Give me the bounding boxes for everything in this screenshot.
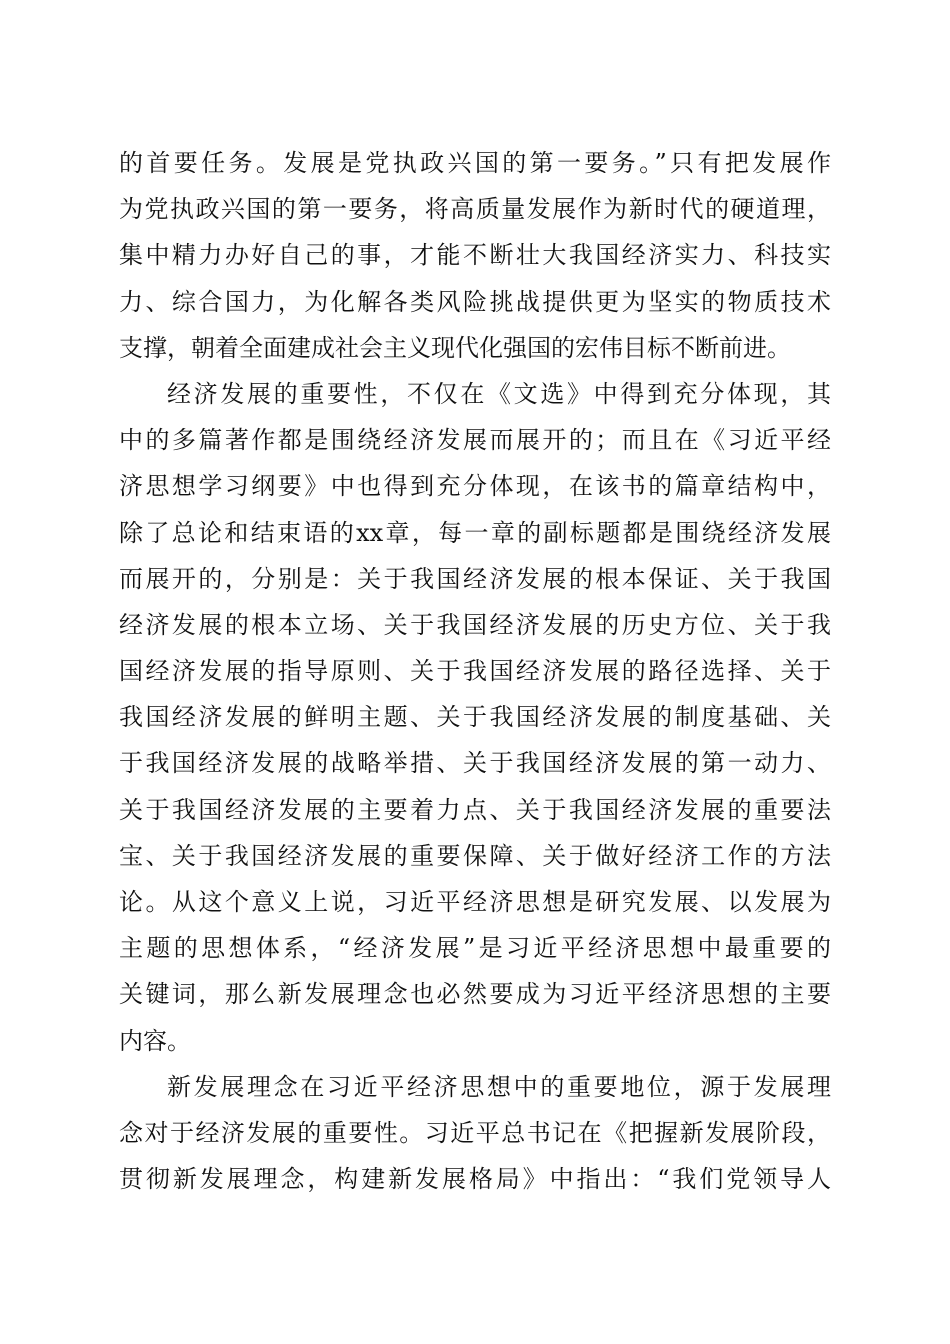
text-line: 主题的思想体系，“经济发展”是习近平经济思想中最重要的 (119, 934, 831, 963)
text-line: 于我国经济发展的战略举措、关于我国经济发展的第一动力、 (119, 749, 831, 778)
text-line: 经济发展的根本立场、关于我国经济发展的历史方位、关于我 (119, 610, 831, 639)
text-line: 为党执政兴国的第一要务，将高质量发展作为新时代的硬道理， (119, 195, 831, 224)
text-line: 内容。 (119, 1026, 191, 1055)
text-line: 集中精力办好自己的事，才能不断壮大我国经济实力、科技实 (119, 241, 831, 270)
text-line: 念对于经济发展的重要性。习近平总书记在《把握新发展阶段， (119, 1118, 831, 1147)
paragraph-first-line: 经济发展的重要性，不仅在《文选》中得到充分体现，其 (167, 379, 831, 408)
text-line: 中的多篇著作都是围绕经济发展而展开的；而且在《习近平经 (119, 426, 831, 455)
body-text (119, 140, 831, 1202)
text-line: 的首要任务。发展是党执政兴国的第一要务。”只有把发展作 (119, 149, 831, 177)
text-line: 力、综合国力，为化解各类风险挑战提供更为坚实的物质技术 (119, 287, 831, 316)
paragraph-first-line: 新发展理念在习近平经济思想中的重要地位，源于发展理 (167, 1072, 831, 1101)
text-line: 国经济发展的指导原则、关于我国经济发展的路径选择、关于 (119, 657, 831, 686)
text-line: 济思想学习纲要》中也得到充分体现，在该书的篇章结构中， (119, 472, 831, 501)
text-line: 除了总论和结束语的xx章，每一章的副标题都是围绕经济发展 (119, 518, 831, 547)
text-line: 论。从这个意义上说，习近平经济思想是研究发展、以发展为 (119, 888, 831, 916)
text-line: 贯彻新发展理念，构建新发展格局》中指出：“我们党领导人 (119, 1165, 831, 1194)
text-line: 关键词，那么新发展理念也必然要成为习近平经济思想的主要 (119, 980, 831, 1009)
text-line: 宝、关于我国经济发展的重要保障、关于做好经济工作的方法 (119, 841, 831, 870)
text-line: 支撑，朝着全面建成社会主义现代化强国的宏伟目标不断前进。 (119, 333, 791, 362)
text-line: 我国经济发展的鲜明主题、关于我国经济发展的制度基础、关 (119, 703, 831, 732)
text-line: 关于我国经济发展的主要着力点、关于我国经济发展的重要法 (119, 795, 831, 824)
text-line: 而展开的，分别是：关于我国经济发展的根本保证、关于我国 (119, 564, 831, 593)
